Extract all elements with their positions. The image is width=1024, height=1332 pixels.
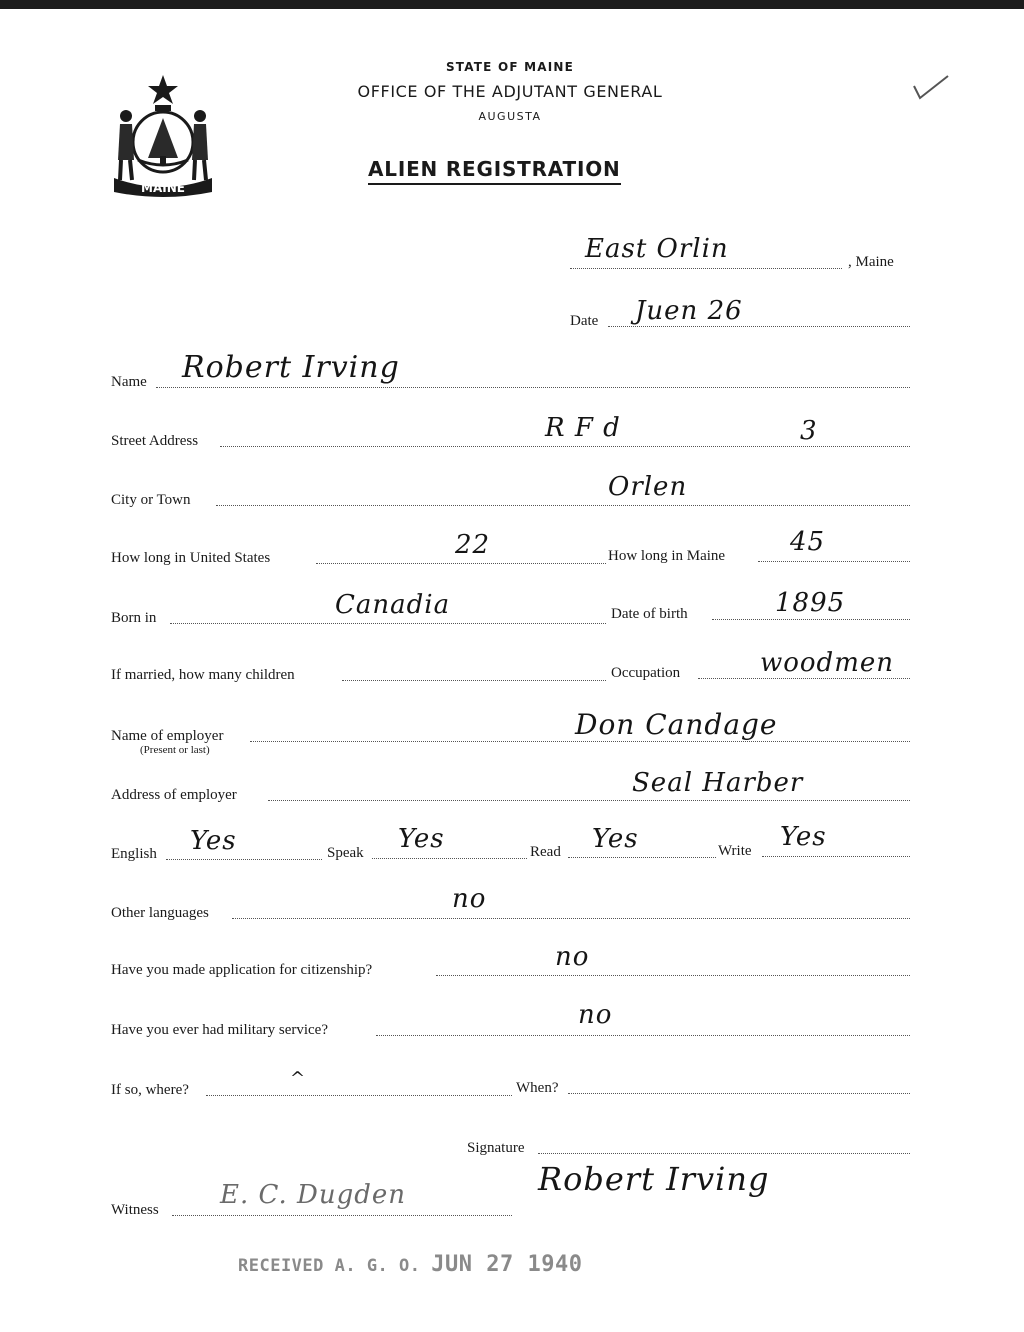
read-line — [568, 857, 716, 858]
children-label: If married, how many children — [111, 667, 295, 683]
city-line — [216, 505, 910, 506]
street-line — [220, 446, 910, 447]
years-us-label: How long in United States — [111, 550, 271, 566]
signature-label: Signature — [467, 1140, 525, 1156]
checkmark-icon — [908, 72, 952, 102]
children-line — [342, 680, 606, 681]
where-line — [206, 1095, 512, 1096]
other-languages-value: no — [452, 884, 487, 914]
stamp-date: JUN 27 1940 — [431, 1252, 583, 1277]
received-stamp — [238, 1252, 582, 1277]
write-line — [762, 856, 910, 857]
employer-address-line — [268, 800, 910, 801]
employer-label: Name of employer — [111, 728, 224, 744]
dob-value: 1895 — [775, 588, 846, 618]
street-label: Street Address — [111, 433, 199, 449]
born-label: Born in — [111, 610, 157, 626]
city-heading: AUGUSTA — [478, 110, 542, 123]
english-label: English — [111, 846, 157, 862]
write-label: Write — [718, 843, 752, 859]
office-heading: OFFICE OF THE ADJUTANT GENERAL — [357, 82, 663, 101]
dob-line — [712, 619, 910, 620]
dob-label: Date of birth — [611, 606, 688, 622]
where-value: ^ — [290, 1068, 307, 1089]
street-number-value: 3 — [800, 416, 818, 446]
witness-label: Witness — [111, 1202, 159, 1218]
seal-banner-text: MAINE — [141, 181, 185, 195]
write-value: Yes — [780, 822, 827, 852]
city-label: City or Town — [111, 492, 191, 508]
name-value: Robert Irving — [182, 350, 400, 385]
where-label: If so, where? — [111, 1082, 189, 1098]
witness-value: E. C. Dugden — [220, 1180, 407, 1210]
when-label: When? — [516, 1080, 559, 1096]
stamp-text: RECEIVED A. G. O. — [238, 1256, 421, 1276]
name-label: Name — [111, 374, 147, 390]
signature-value: Robert Irving — [538, 1160, 770, 1198]
born-value: Canadia — [335, 590, 451, 620]
years-maine-value: 45 — [790, 527, 826, 557]
speak-value: Yes — [398, 824, 445, 854]
state-heading: STATE OF MAINE — [445, 60, 575, 74]
years-maine-label: How long in Maine — [608, 548, 726, 564]
read-value: Yes — [592, 824, 639, 854]
date-value: Juen 26 — [635, 296, 743, 326]
employer-address-label: Address of employer — [111, 787, 237, 803]
name-line — [156, 387, 910, 388]
employer-address-value: Seal Harber — [632, 768, 804, 798]
maine-suffix-label: , Maine — [848, 254, 894, 270]
years-us-value: 22 — [455, 530, 491, 560]
when-line — [568, 1093, 910, 1094]
speak-line — [372, 858, 527, 859]
citizenship-label: Have you made application for citizenship? — [111, 962, 373, 978]
employer-note: (Present or last) — [140, 744, 210, 756]
form-title: ALIEN REGISTRATION — [368, 157, 621, 185]
employer-value: Don Candage — [575, 708, 778, 741]
town-line — [570, 268, 842, 269]
occupation-label: Occupation — [611, 665, 681, 681]
date-line — [608, 326, 910, 327]
citizenship-line — [436, 975, 910, 976]
other-languages-line — [232, 918, 910, 919]
military-label: Have you ever had military service? — [111, 1022, 328, 1038]
witness-line — [172, 1215, 512, 1216]
street-value: R F d — [545, 413, 621, 443]
signature-line — [538, 1153, 910, 1154]
date-label: Date — [570, 313, 599, 329]
english-value: Yes — [190, 826, 237, 856]
occupation-line — [698, 678, 910, 679]
born-line — [170, 623, 606, 624]
other-languages-label: Other languages — [111, 905, 209, 921]
citizenship-value: no — [555, 942, 590, 972]
military-line — [376, 1035, 910, 1036]
employer-line — [250, 741, 910, 742]
occupation-value: woodmen — [760, 648, 894, 678]
speak-label: Speak — [327, 845, 364, 861]
read-label: Read — [530, 844, 561, 860]
english-line — [166, 859, 322, 860]
military-value: no — [578, 1000, 613, 1030]
years-maine-line — [758, 561, 910, 562]
city-value: Orlen — [608, 472, 688, 502]
years-us-line — [316, 563, 606, 564]
maine-state-seal-icon — [108, 70, 218, 200]
scan-top-border — [0, 0, 1024, 9]
town-value: East Orlin — [585, 234, 729, 264]
